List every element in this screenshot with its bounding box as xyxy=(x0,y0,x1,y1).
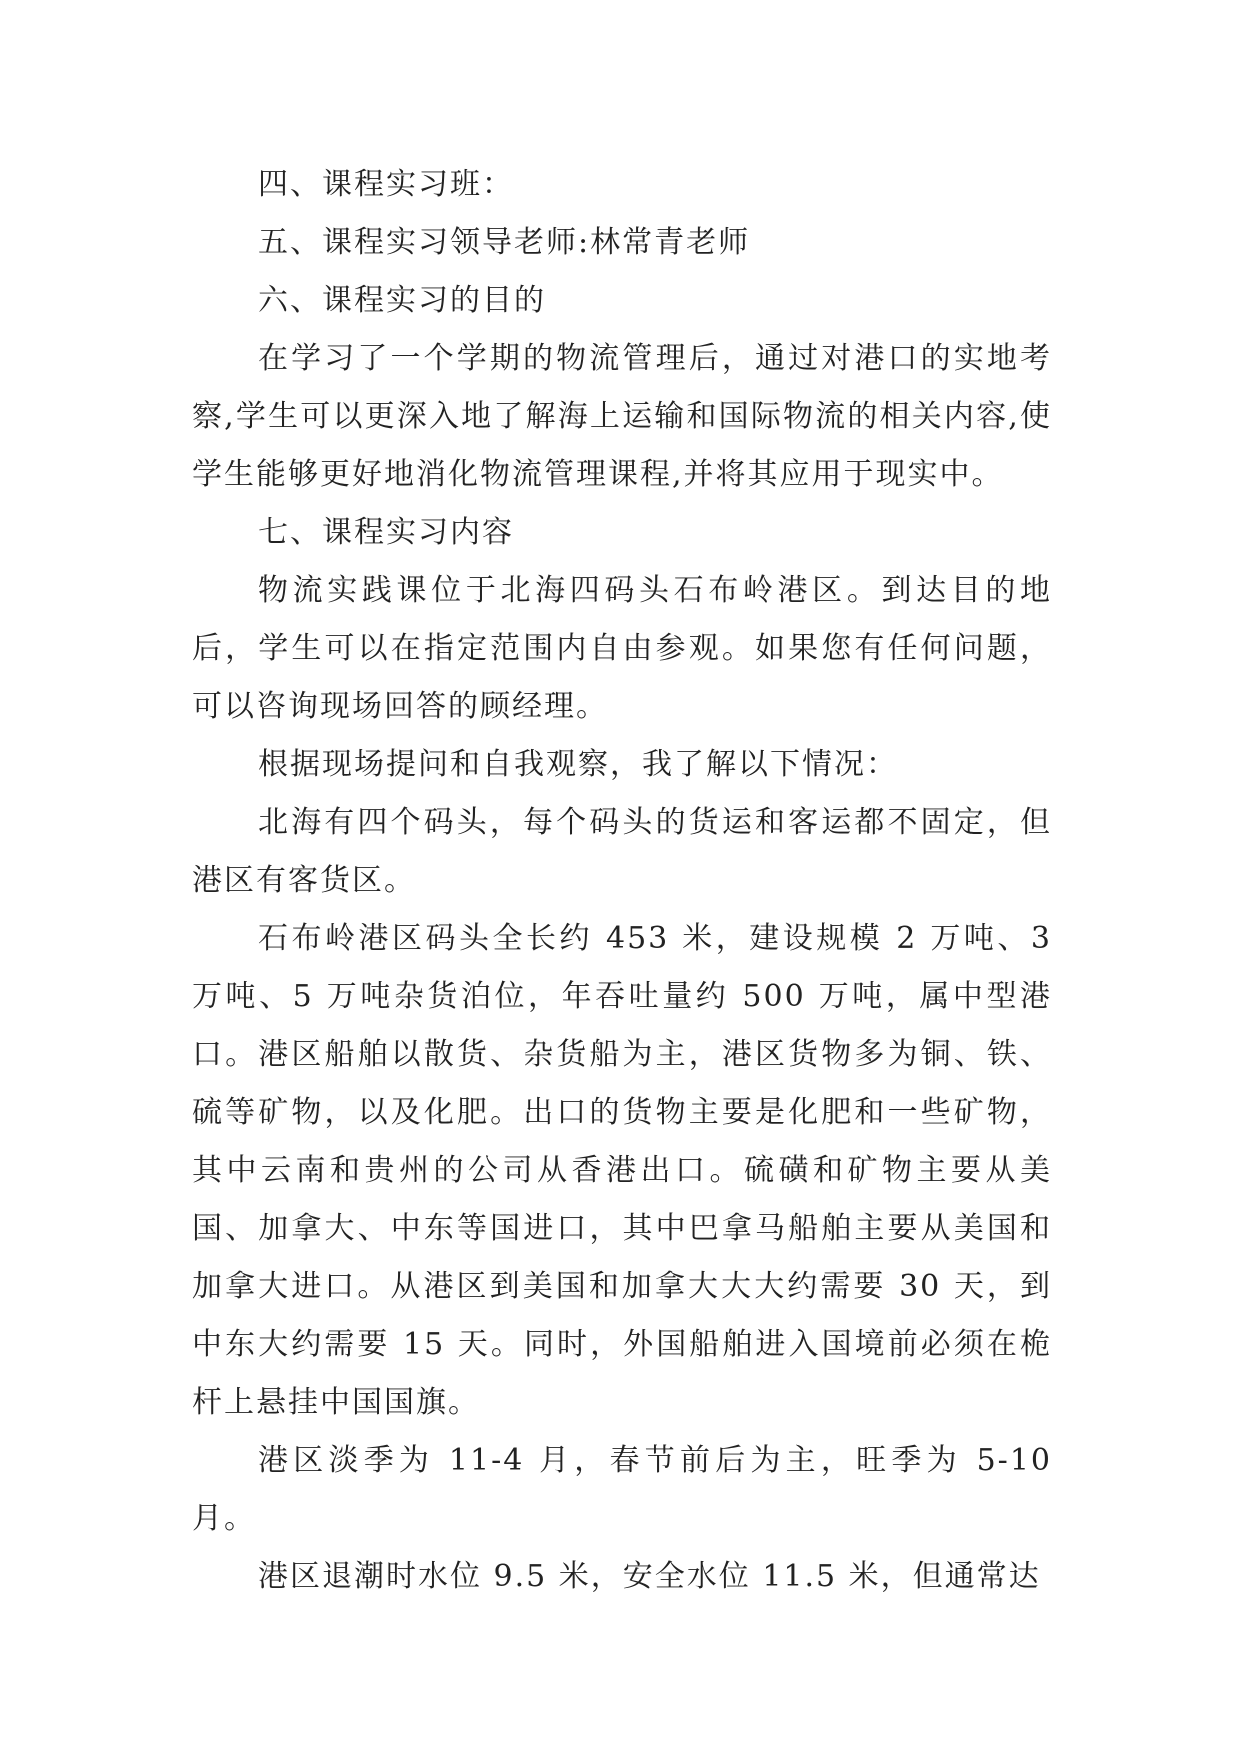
section-heading-purpose: 六、课程实习的目的 xyxy=(258,283,546,318)
paragraph-seasons: 港区淡季为 11-4 月，春节前后为主，旺季为 5-10 月。 xyxy=(192,1443,1052,1536)
paragraph-observation-intro: 根据现场提问和自我观察，我了解以下情况： xyxy=(258,747,898,782)
paragraph-water-level: 港区退潮时水位 9.5 米，安全水位 11.5 米，但通常达 xyxy=(258,1559,1041,1594)
paragraph-port-details: 石布岭港区码头全长约 453 米，建设规模 2 万吨、3 万吨、5 万吨杂货泊位，年吞吐量约 500 万吨，属中型港口。港区船舶以散货、杂货船为主，港区货物多为铜、铁、硫等矿物，以及化肥。出口的货物主要是化肥和一些矿物，其中云南和贵州的公司从香港出口。硫磺和矿物主要从美国、加拿大、中东等国进口，其中巴拿马船舶主要从美国和加拿大进口。从港区到美国和加拿大大大约需要 30 天，到中东大约需要 15 天。同时，外国船舶进入国境前必须在桅杆上悬挂中国国旗。 xyxy=(192,921,1052,1420)
paragraph-location: 物流实践课位于北海四码头石布岭港区。到达目的地后，学生可以在指定范围内自由参观。如果您有任何问题，可以咨询现场回答的顾经理。 xyxy=(192,573,1052,724)
section-heading-class: 四、课程实习班： xyxy=(258,167,514,202)
section-heading-content: 七、课程实习内容 xyxy=(258,515,514,550)
paragraph-docks: 北海有四个码头，每个码头的货运和客运都不固定，但港区有客货区。 xyxy=(192,805,1052,898)
paragraph-purpose: 在学习了一个学期的物流管理后，通过对港口的实地考察,学生可以更深入地了解海上运输和国际物流的相关内容,使学生能够更好地消化物流管理课程,并将其应用于现实中。 xyxy=(192,341,1052,492)
document-body xyxy=(192,156,1052,1606)
section-heading-instructor: 五、课程实习领导老师:林常青老师 xyxy=(258,225,751,260)
